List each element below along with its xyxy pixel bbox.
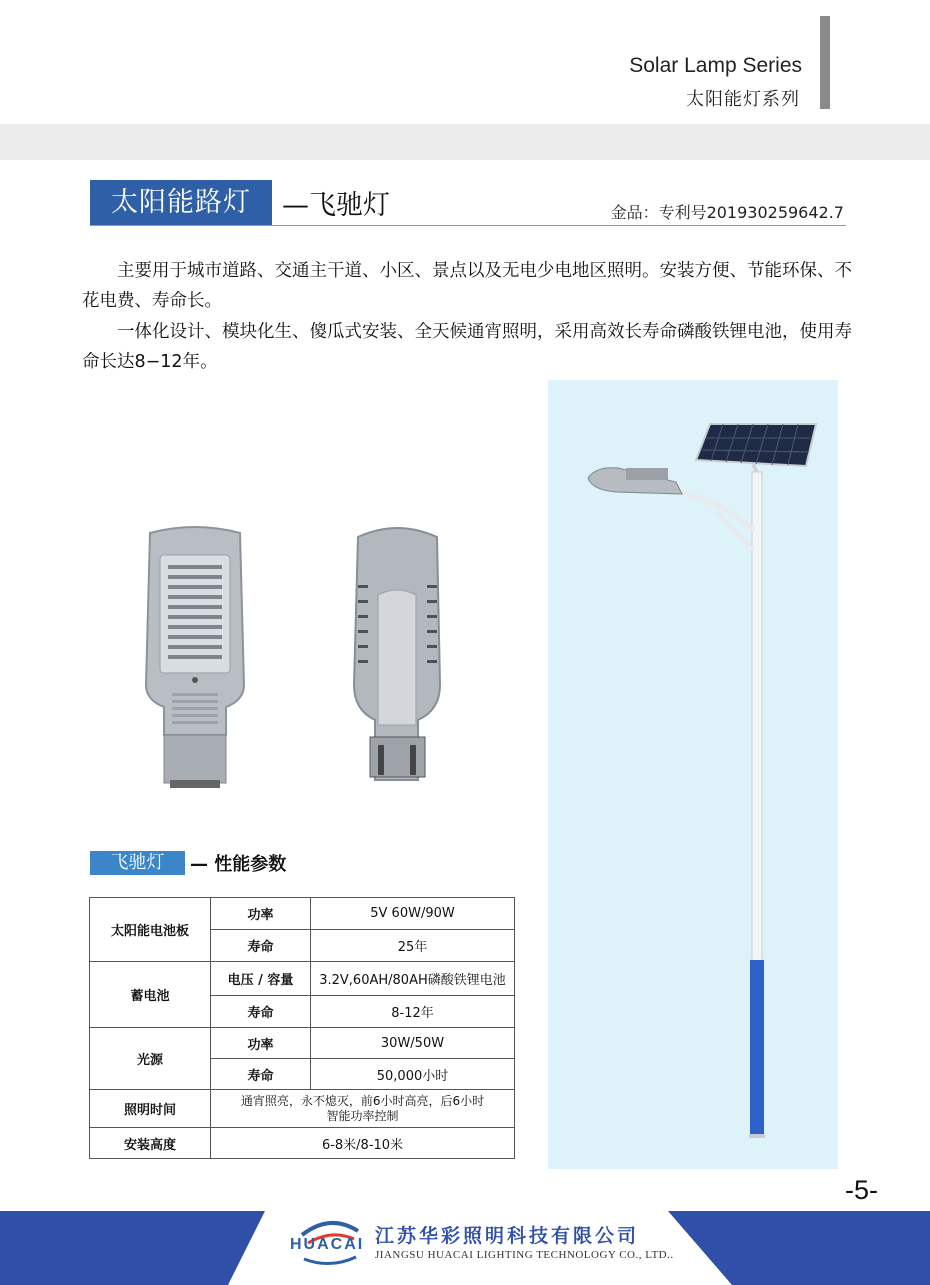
table-cell: 8-12年	[311, 996, 515, 1028]
table-cell: 寿命	[211, 996, 311, 1028]
spec-product-tag: 飞驰灯	[90, 851, 185, 875]
lighting-desc-line-2: 智能功率控制	[326, 1108, 399, 1123]
header-divider-band	[0, 124, 930, 160]
solar-street-lamp-image	[548, 380, 838, 1169]
table-cell: 功率	[211, 1028, 311, 1059]
table-cell: 寿命	[211, 930, 311, 962]
table-cell: 50,000小时	[311, 1059, 515, 1090]
lighting-desc-line-1: 通宵照亮，永不熄灭，前6小时高亮，后6小时	[240, 1093, 485, 1108]
table-cell: 3.2V,60AH/80AH磷酸铁锂电池	[311, 962, 515, 996]
intro-paragraph-2: 一体化设计、模块化生、傻瓜式安装、全天候通宵照明，采用高效长寿命磷酸铁锂电池，使用寿命长达8−12年。	[82, 322, 852, 372]
table-row	[90, 1128, 515, 1159]
table-cell: 电压 / 容量	[211, 962, 311, 996]
spec-section-title: — 性能参数	[190, 854, 287, 875]
lamp-front-view-image	[140, 525, 250, 790]
table-cell: 25年	[311, 930, 515, 962]
product-name: —飞驰灯	[282, 190, 390, 221]
table-cell	[211, 1090, 515, 1128]
table-row	[90, 898, 515, 930]
product-category-title: 太阳能路灯	[90, 180, 272, 226]
lamp-back-view-image	[350, 525, 445, 790]
intro-paragraph-1: 主要用于城市道路、交通主干道、小区、景点以及无电少电地区照明。安装方便、节能环保、不花电费、寿命长。	[82, 261, 852, 311]
header-accent-bar	[820, 16, 830, 109]
table-cell: 功率	[211, 898, 311, 930]
series-title-en: Solar Lamp Series	[629, 54, 802, 77]
table-cell: 安装高度	[90, 1128, 211, 1159]
table-cell: 光源	[90, 1028, 211, 1090]
table-row	[90, 962, 515, 996]
table-cell: 30W/50W	[311, 1028, 515, 1059]
patent-number: 金品：专利号201930259642.7	[610, 203, 844, 222]
table-cell: 照明时间	[90, 1090, 211, 1128]
page-number: -5-	[845, 1175, 878, 1205]
table-cell: 5V 60W/90W	[311, 898, 515, 930]
spec-table	[89, 897, 515, 1159]
table-cell: 寿命	[211, 1059, 311, 1090]
company-name-en: JIANGSU HUACAI LIGHTING TECHNOLOGY CO., LTD..	[375, 1249, 674, 1261]
table-cell: 6-8米/8-10米	[211, 1128, 515, 1159]
table-row	[90, 1028, 515, 1059]
table-cell: 太阳能电池板	[90, 898, 211, 962]
logo-wordmark: HUACAI	[290, 1236, 365, 1253]
table-row	[90, 1090, 515, 1128]
series-title-cn: 太阳能灯系列	[686, 89, 800, 110]
title-underline	[90, 225, 846, 226]
company-name-cn: 江苏华彩照明科技有限公司	[375, 1225, 640, 1247]
table-cell: 蓄电池	[90, 962, 211, 1028]
